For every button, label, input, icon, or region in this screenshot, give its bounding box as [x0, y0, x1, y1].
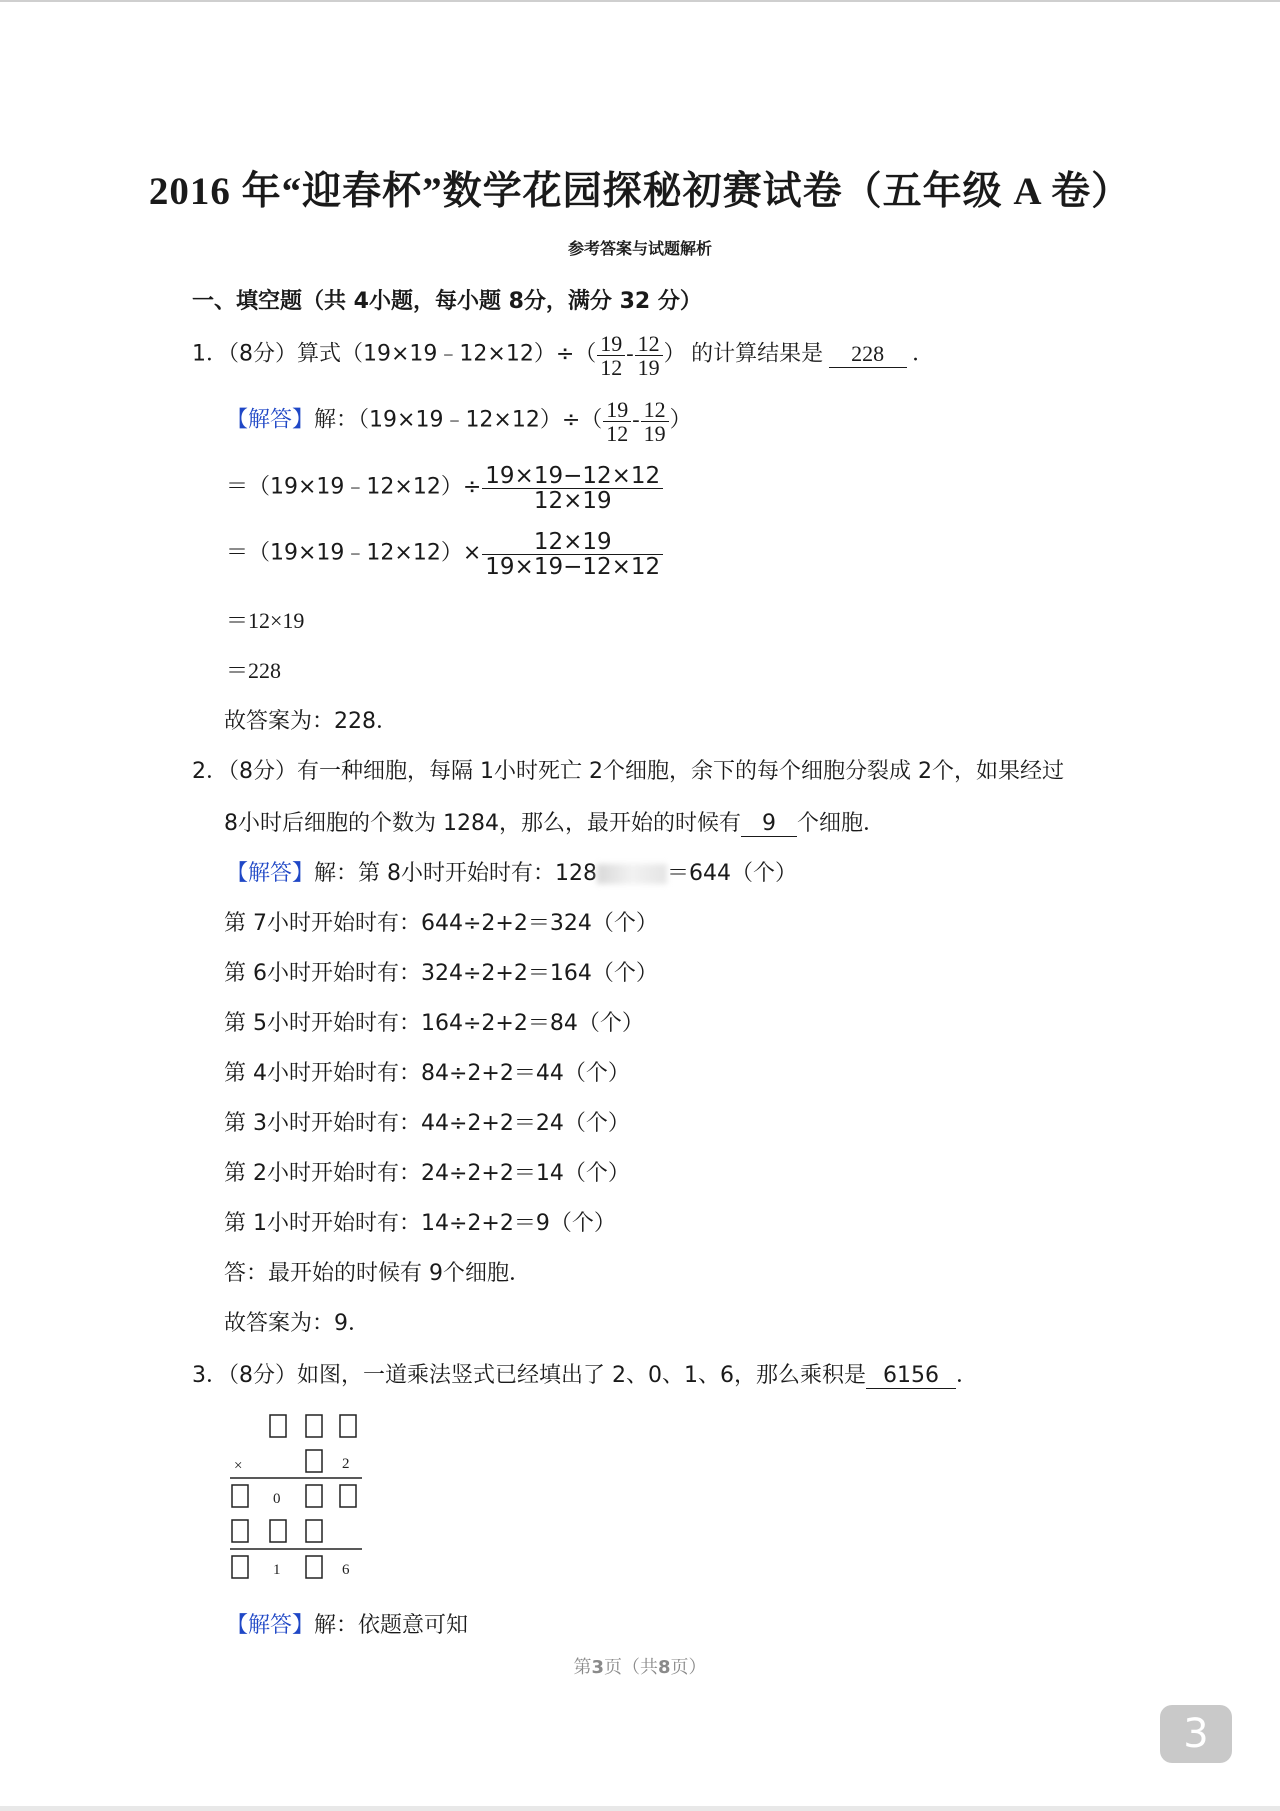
- digit-box: [232, 1556, 248, 1578]
- q1-fraction-1-denominator: 12: [600, 355, 623, 381]
- footer-page-number: 3: [591, 1657, 604, 1678]
- q1-fraction-2: [635, 332, 663, 379]
- q1-step-2-numerator: 19×19−12×12: [482, 464, 663, 489]
- q1-step-3-fraction: [482, 530, 663, 579]
- digit-box: [232, 1520, 248, 1542]
- q2-step: 第 1小时开始时有：14÷2+2＝9（个）: [224, 1211, 616, 1236]
- digit-1: 1: [273, 1562, 281, 1578]
- digit-box: [306, 1415, 322, 1437]
- q1-fraction-1-numerator: 19: [597, 332, 625, 356]
- q1-step-5: ＝228: [226, 658, 282, 683]
- page-bottom-border: [0, 1806, 1280, 1811]
- q1-step-3-numerator: 12×19: [482, 530, 663, 555]
- q2-solution-tag: 【解答】: [226, 861, 315, 886]
- q1-solution-line: [226, 398, 692, 445]
- times-sign: ×: [234, 1458, 243, 1474]
- q1-end: ．: [912, 340, 935, 366]
- digit-box: [232, 1485, 248, 1507]
- q2-solution-text: 解：第 8小时开始时有：128: [314, 861, 597, 886]
- q2-solution-line: [226, 856, 797, 887]
- q2-statement-line-1: 2．（8分）有一种细胞，每隔 1小时死亡 2个细胞，余下的每个细胞分裂成 2个，如果经过: [192, 759, 1064, 784]
- digit-box: [306, 1556, 322, 1578]
- q2-solution-result: ＝644（个）: [667, 861, 797, 886]
- q1-solution-lead: 解：（19×19﹣12×12）÷（: [314, 407, 603, 433]
- q1-sol-fraction-1-numerator: 19: [603, 398, 631, 422]
- q2-answer-blank: 9: [741, 811, 797, 837]
- q1-step-4: ＝12×19: [226, 608, 305, 633]
- q2-statement-end: 个细胞．: [796, 811, 885, 836]
- q2-statement-text: 8小时后细胞的个数为 1284，那么，最开始的时候有: [224, 811, 741, 836]
- multiplication-figure: [228, 1406, 368, 1586]
- q3-solution-text: 解：依题意可知: [314, 1613, 469, 1638]
- q1-step-2-denominator: 12×19: [533, 488, 612, 515]
- digit-box: [340, 1485, 356, 1507]
- q3-statement-end: ．: [955, 1363, 978, 1388]
- q2-conclusion: 答：最开始的时候有 9个细胞．: [224, 1261, 531, 1286]
- digit-box: [270, 1520, 286, 1542]
- section-heading: 一、填空题（共 4小题，每小题 8分，满分 32 分）: [192, 289, 702, 314]
- q3-answer-blank: 6156: [866, 1363, 956, 1389]
- q1-close-paren: ）: [663, 341, 686, 367]
- q3-statement: [192, 1358, 978, 1389]
- q1-statement: [192, 332, 934, 379]
- q2-step: 第 6小时开始时有：324÷2+2＝164（个）: [224, 961, 658, 986]
- footer-suffix: 页）: [670, 1657, 707, 1678]
- page-top-border: [0, 0, 1280, 2]
- digit-box: [340, 1415, 356, 1437]
- digit-box: [270, 1415, 286, 1437]
- blurred-region: [597, 864, 667, 884]
- digit-box: [306, 1485, 322, 1507]
- q3-statement-text: 3．（8分）如图，一道乘法竖式已经填出了 2、0、1、6，那么乘积是: [192, 1363, 866, 1388]
- digit-box: [306, 1450, 322, 1472]
- q3-solution-line: [226, 1608, 468, 1639]
- q1-sol-fraction-1-denominator: 12: [606, 421, 629, 447]
- q2-step: 第 7小时开始时有：644÷2+2＝324（个）: [224, 911, 658, 936]
- document-subtitle: 参考答案与试题解析: [567, 239, 712, 258]
- q2-step: 第 3小时开始时有：44÷2+2＝24（个）: [224, 1111, 630, 1136]
- q2-final-answer: 故答案为：9．: [224, 1311, 370, 1336]
- q1-fraction-2-denominator: 19: [637, 355, 660, 381]
- q1-answer-blank: 228: [829, 341, 907, 368]
- footer-prefix: 第: [573, 1657, 592, 1678]
- q1-fraction-1: [597, 332, 625, 379]
- q1-step-3: [226, 530, 664, 579]
- q1-step-3-denominator: 19×19−12×12: [485, 554, 661, 581]
- q1-sol-close-paren: ）: [669, 407, 692, 433]
- digit-6: 6: [342, 1562, 350, 1578]
- q2-step: 第 2小时开始时有：24÷2+2＝14（个）: [224, 1161, 630, 1186]
- q1-sol-fraction-2-denominator: 19: [643, 421, 666, 447]
- q1-sol-fraction-1: [603, 398, 631, 445]
- q1-prefix: 1．（8分）算式（19×19﹣12×12）÷（: [192, 341, 597, 367]
- q1-step-2: [226, 464, 664, 513]
- q1-final-answer: 故答案为：228．: [224, 709, 398, 734]
- q1-sol-fraction-2: [641, 398, 669, 445]
- document-title: 2016 年“迎春杯”数学花园探秘初赛试卷（五年级 A 卷）: [148, 170, 1132, 213]
- q2-step: 第 4小时开始时有：84÷2+2＝44（个）: [224, 1061, 630, 1086]
- q2-step: 第 5小时开始时有：164÷2+2＝84（个）: [224, 1011, 644, 1036]
- q1-minus: -: [626, 340, 634, 366]
- q1-sol-minus: -: [632, 406, 640, 432]
- footer-middle: 页（共: [604, 1657, 658, 1678]
- q1-solution-tag: 【解答】: [226, 407, 315, 433]
- q3-solution-tag: 【解答】: [226, 1613, 315, 1638]
- q1-question-text: 的计算结果是: [691, 341, 824, 367]
- q1-sol-fraction-2-numerator: 12: [641, 398, 669, 422]
- q2-statement-line-2: [224, 806, 885, 837]
- digit-0: 0: [273, 1491, 281, 1507]
- q1-step-3-lead: ＝（19×19﹣12×12）×: [226, 540, 482, 566]
- footer-total-pages: 8: [658, 1657, 671, 1678]
- q1-step-2-fraction: [482, 464, 663, 513]
- q1-step-2-lead: ＝（19×19﹣12×12）÷: [226, 474, 482, 500]
- page-footer: [0, 1653, 1280, 1679]
- q1-fraction-2-numerator: 12: [635, 332, 663, 356]
- page-indicator-badge: 3: [1160, 1705, 1232, 1763]
- digit-2: 2: [342, 1456, 350, 1472]
- digit-box: [306, 1520, 322, 1542]
